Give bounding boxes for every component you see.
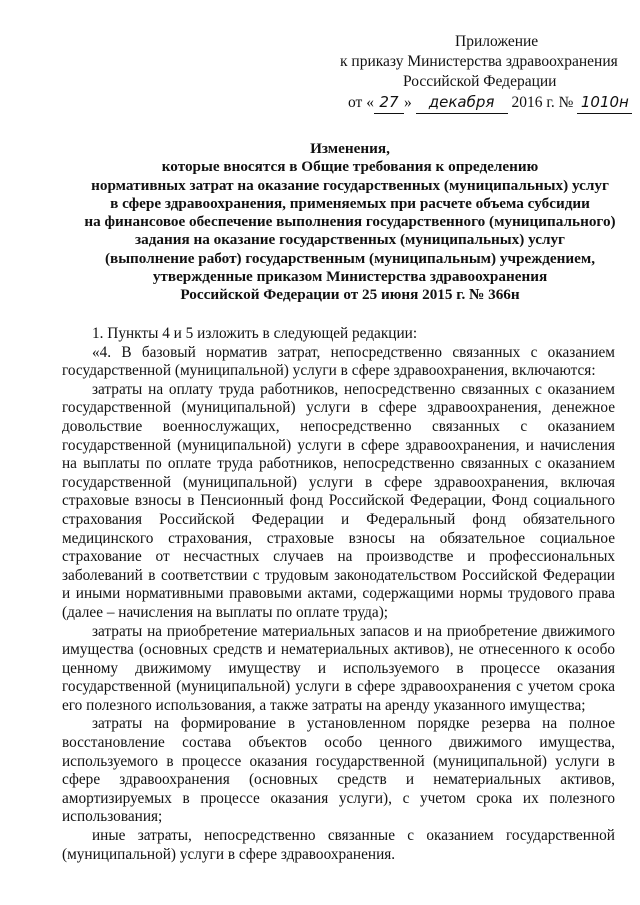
date-month-field <box>416 92 508 114</box>
date-day-field <box>374 92 404 114</box>
body-paragraph: затраты на оплату труда работников, непосредственно связанных с оказанием государственной (муниципальной) услуги в сфере здравоохранения, денежное довольствие военнослужащих, непосредственно связанных с оказанием государственной (муниципальной) услуги в сфере здравоохранения, и начисления на выплаты по оплате труда работников, непосредственно связанных с оказанием государственной (муниципальной) услуги в сфере здравоохранения, включая страховые взносы в Пенсионный фонд Российской Федерации, Фонд социального страхования Российской Федерации и Федеральный фонд обязательного медицинского страхования, страховые взносы на обязательное социальное страхование от несчастных случаев на производстве и профессиональных заболеваний в соответствии с трудовым законодательством Российской Федерации и иными нормативными правовыми актами, содержащими нормы трудового права (далее – начисления на выплаты по оплате труда); <box>62 380 615 621</box>
body-paragraph: 1. Пункты 4 и 5 изложить в следующей редакции: <box>92 325 418 342</box>
date-day: 27 <box>379 93 399 111</box>
order-number: 1010н <box>580 93 629 111</box>
document-body <box>62 325 615 864</box>
order-date-line <box>330 92 629 114</box>
title-line: которые вносятся в Общие требования к определению <box>161 158 539 176</box>
appendix-header <box>330 32 629 114</box>
body-paragraph: «4. В базовый норматив затрат, непосредственно связанных с оказанием государственной (муниципальной) услуги в сфере здравоохранения, включаются: <box>62 343 615 380</box>
title-line: на финансовое обеспечение выполнения государственного (муниципального) <box>84 213 616 231</box>
title-line: в сфере здравоохранения, применяемых при расчете объема субсидии <box>110 194 590 212</box>
title-line: задания на оказание государственных (муниципальных) услуг <box>135 231 565 249</box>
body-paragraph: затраты на формирование в установленном порядке резерва на полное восстановление состава объектов особо ценного движимого имущества, используемого в процессе оказания государственной (муниципальной) услуги в сфере здравоохранения (основных средств и нематериальных активов, амортизируемых в процессе оказания услуги), с учетом срока их полезного использования; <box>62 715 615 826</box>
date-prefix: от « <box>348 94 374 111</box>
body-paragraph: затраты на приобретение материальных запасов и на приобретение движимого имущества (основных средств и нематериальных активов), не отнесенного к особо ценному движимому имуществу и используемого в процессе оказания государственной (муниципальной) услуги в сфере здравоохранения с учетом срока его полезного использования, а также затраты на аренду указанного имущества; <box>62 622 615 714</box>
title-line: Российской Федерации от 25 июня 2015 г. № 366н <box>180 286 520 304</box>
title-line: Изменения, <box>310 140 390 157</box>
document-title <box>70 140 630 305</box>
date-mid: » <box>403 94 412 111</box>
order-number-field <box>577 92 632 114</box>
title-line: нормативных затрат на оказание государственных (муниципальных) услуг <box>91 176 609 194</box>
order-reference: к приказу Министерства здравоохранения <box>340 53 618 70</box>
federation-name: Российской Федерации <box>403 73 557 90</box>
title-line: утвержденные приказом Министерства здравоохранения <box>152 268 548 286</box>
body-paragraph: иные затраты, непосредственно связанные с оказанием государственной (муниципальной) услуги в сфере здравоохранения. <box>62 827 615 863</box>
date-year: 2016 г. № <box>511 94 574 111</box>
title-line: (выполнение работ) государственным (муниципальным) учреждением, <box>104 249 596 267</box>
date-month: декабря <box>428 93 495 111</box>
appendix-label: Приложение <box>455 33 539 50</box>
